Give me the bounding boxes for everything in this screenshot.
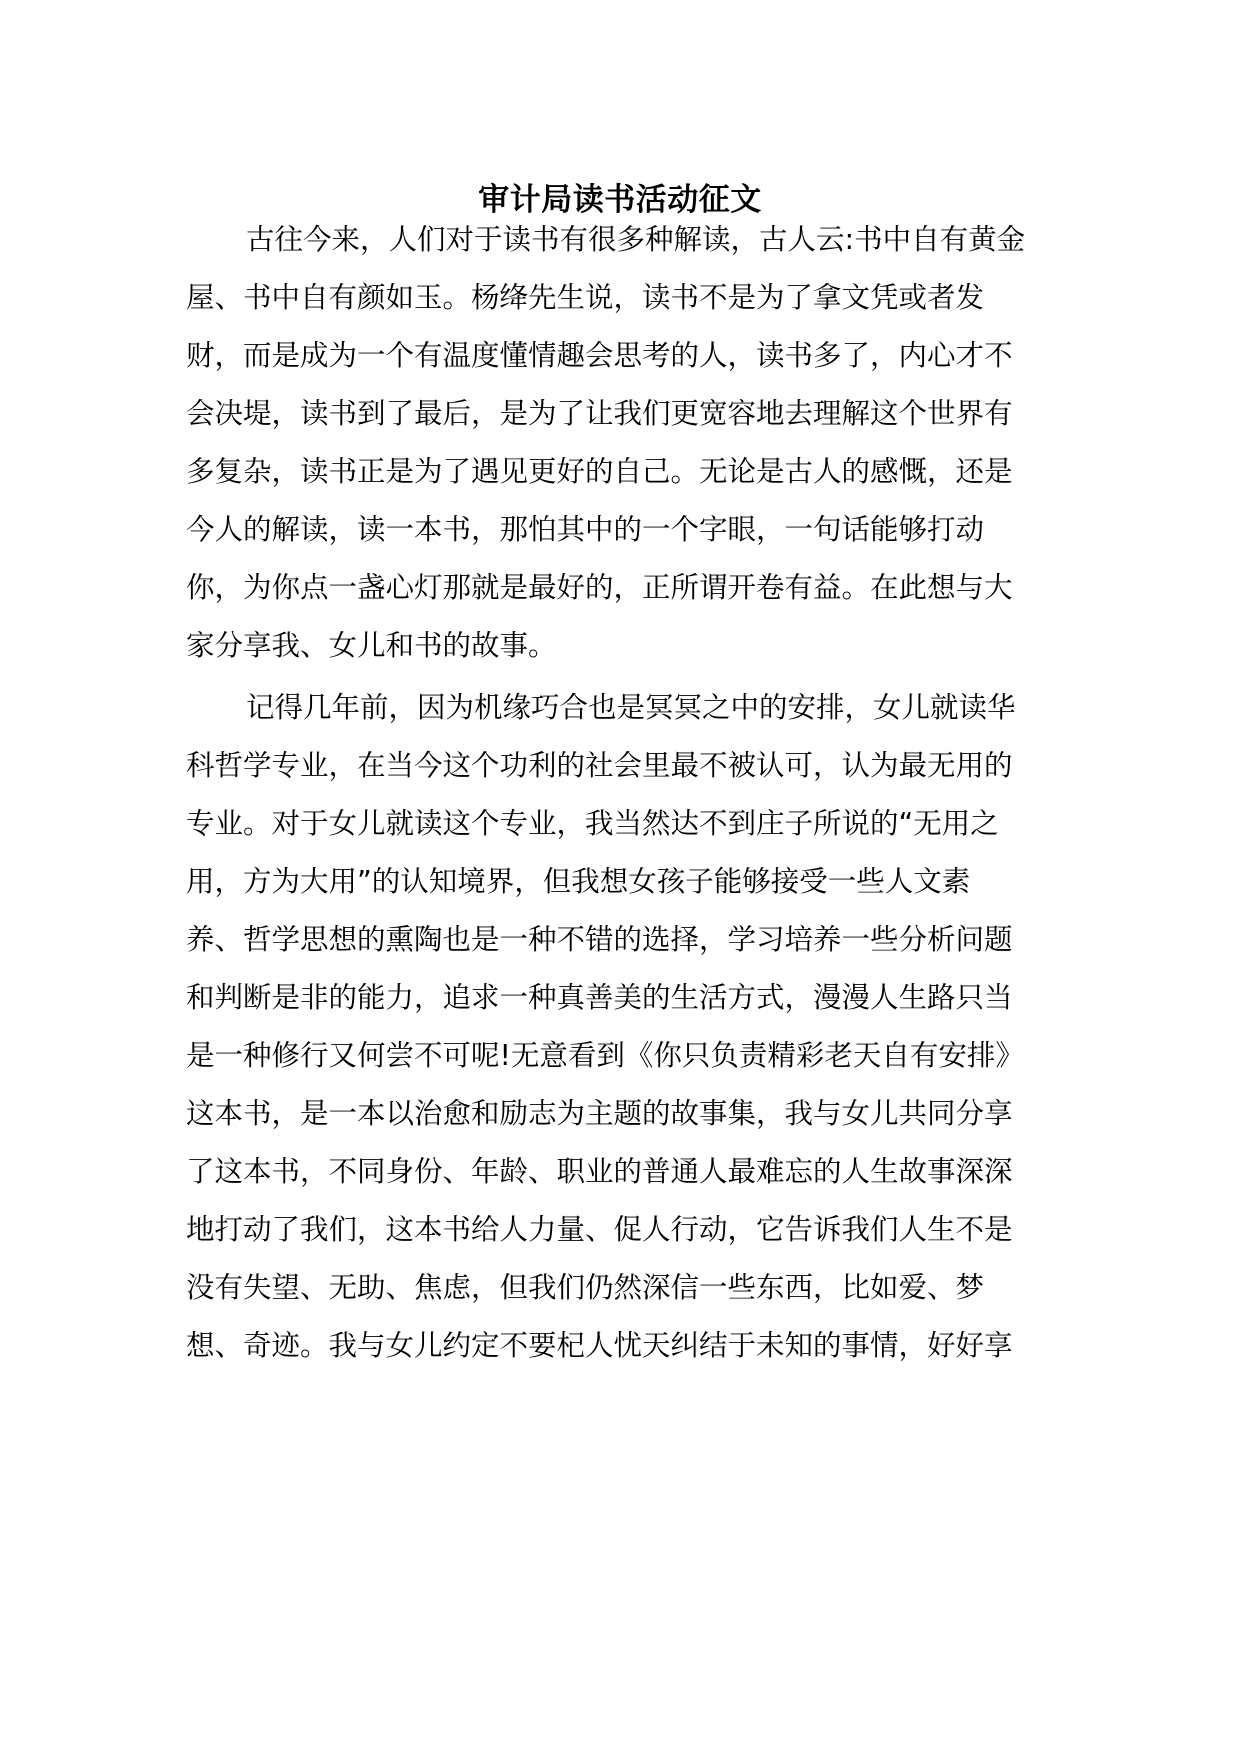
paragraph-1-line-7: 你，为你点一盏心灯那就是最好的，正所谓开卷有益。在此想与大 — [186, 571, 1013, 604]
paragraph-1-line-8: 家分享我、女儿和书的故事。 — [186, 629, 557, 662]
paragraph-1-line-6: 今人的解读，读一本书，那怕其中的一个字眼，一句话能够打动 — [186, 513, 985, 546]
paragraph-1-line-4: 会决堤，读书到了最后，是为了让我们更宽容地去理解这个世界有 — [186, 397, 1013, 430]
paragraph-2-line-8: 这本书，是一本以治愈和励志为主题的故事集，我与女儿共同分享 — [186, 1097, 1013, 1130]
paragraph-2-line-2: 科哲学专业，在当今这个功利的社会里最不被认可，认为最无用的 — [186, 749, 1013, 782]
paragraph-2-line-4: 用，方为大用”的认知境界，但我想女孩子能够接受一些人文素 — [186, 865, 971, 898]
paragraph-2-line-12: 想、奇迹。我与女儿约定不要杞人忧天纠结于未知的事情，好好享 — [186, 1329, 1013, 1362]
paragraph-2-line-9: 了这本书，不同身份、年龄、职业的普通人最难忘的人生故事深深 — [186, 1155, 1013, 1188]
paragraph-2-line-7: 是一种修行又何尝不可呢!无意看到《你只负责精彩老天自有安排》 — [186, 1039, 1024, 1072]
paragraph-1-line-1: 古往今来，人们对于读书有很多种解读，古人云:书中自有黄金 — [246, 223, 1026, 256]
paragraph-1-line-2: 屋、书中自有颜如玉。杨绛先生说，读书不是为了拿文凭或者发 — [186, 281, 985, 314]
paragraph-2-line-11: 没有失望、无助、焦虑，但我们仍然深信一些东西，比如爱、梦 — [186, 1271, 985, 1304]
paragraph-1-line-5: 多复杂，读书正是为了遇见更好的自己。无论是古人的感慨，还是 — [186, 455, 1013, 488]
paragraph-2-line-3: 专业。对于女儿就读这个专业，我当然达不到庄子所说的“无用之 — [186, 807, 999, 840]
paragraph-2-line-6: 和判断是非的能力，追求一种真善美的生活方式，漫漫人生路只当 — [186, 981, 1013, 1014]
paragraph-1-line-3: 财，而是成为一个有温度懂情趣会思考的人，读书多了，内心才不 — [186, 339, 1013, 372]
paragraph-2-line-1: 记得几年前，因为机缘巧合也是冥冥之中的安排，女儿就读华 — [246, 691, 1016, 724]
document-title: 审计局读书活动征文 — [478, 182, 762, 218]
paragraph-2-line-10: 地打动了我们，这本书给人力量、促人行动，它告诉我们人生不是 — [186, 1213, 1013, 1246]
paragraph-2-line-5: 养、哲学思想的熏陶也是一种不错的选择，学习培养一些分析问题 — [186, 923, 1013, 956]
